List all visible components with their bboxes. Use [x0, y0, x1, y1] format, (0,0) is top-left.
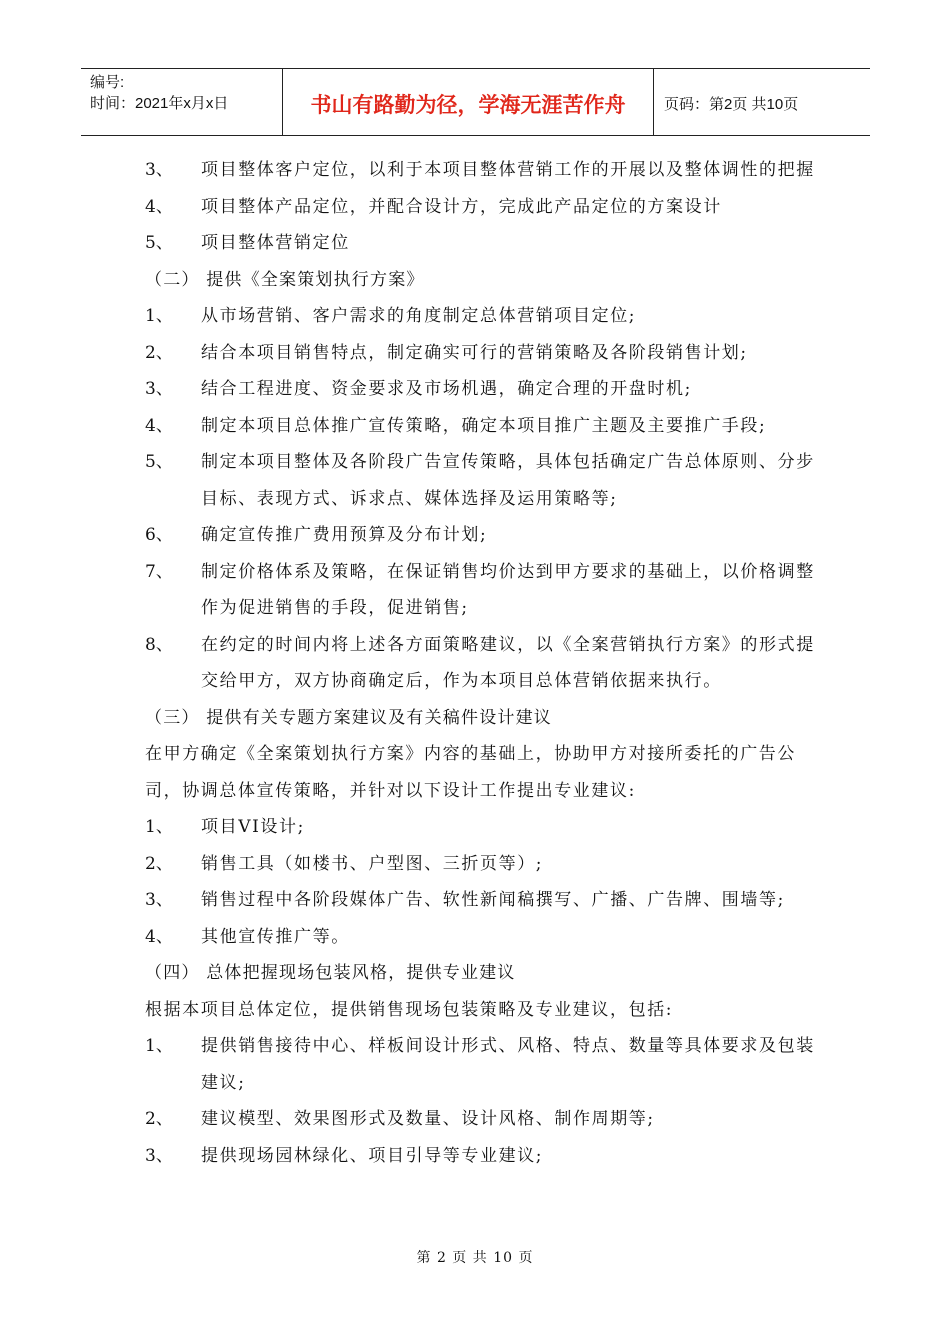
list-item-text: 其他宣传推广等。: [201, 926, 350, 947]
list-item-number: 7、: [145, 561, 173, 582]
header-page-info: 页码：第2页 共10页: [664, 95, 799, 113]
list-item-number: 6、: [145, 525, 173, 545]
date-label: 时间：2021年x月x日: [90, 95, 229, 112]
list-item-text: 结合本项目销售特点，制定确实可行的营销策略及各阶段销售计划;: [201, 342, 748, 363]
list-item-text: 从市场营销、客户需求的角度制定总体营销项目定位;: [201, 306, 637, 326]
list-item-number: 3、: [145, 379, 173, 399]
paragraph: 根据本项目总体定位，提供销售现场包装策略及专业建议，包括:: [145, 999, 674, 1020]
list-item-number: 2、: [145, 853, 173, 874]
header-motto: 书山有路勤为径，学海无涯苦作舟: [283, 69, 654, 135]
list-item: [145, 371, 815, 408]
list-item-text: 确定宣传推广费用预算及分布计划;: [201, 525, 488, 545]
list-item: [145, 444, 815, 517]
list-item-number: 4、: [145, 415, 173, 436]
list-item-text: 建议模型、效果图形式及数量、设计风格、制作周期等;: [201, 1109, 655, 1129]
list-item-number: 2、: [145, 342, 173, 363]
section-heading: （四） 总体把握现场包装风格，提供专业建议: [145, 963, 516, 983]
list-item-number: 1、: [145, 1036, 173, 1056]
list-item: [145, 846, 815, 883]
list-item-text: 项目整体客户定位，以利于本项目整体营销工作的开展以及整体调性的把握: [201, 160, 815, 180]
list-item: [145, 1101, 815, 1138]
list-item-text: 制定本项目总体推广宣传策略，确定本项目推广主题及主要推广手段;: [201, 415, 767, 436]
list-item-number: 5、: [145, 452, 173, 472]
list-item: [145, 225, 815, 262]
list-item-text: 项目整体营销定位: [201, 233, 350, 253]
list-item-number: 8、: [145, 634, 173, 655]
list-item-text: 销售工具（如楼书、户型图、三折页等）;: [201, 853, 544, 874]
list-item-number: 1、: [145, 817, 173, 837]
section-heading: （二） 提供《全案策划执行方案》: [145, 269, 425, 290]
list-item-text: 在约定的时间内将上述各方面策略建议，以《全案营销执行方案》的形式提交给甲方，双方协商确定后，作为本项目总体营销依据来执行。: [201, 634, 815, 691]
list-item-number: 3、: [145, 1145, 173, 1166]
list-item: [145, 1138, 815, 1175]
list-item: [145, 809, 815, 846]
list-item-text: 制定价格体系及策略，在保证销售均价达到甲方要求的基础上，以价格调整作为促进销售的手段，促进销售;: [201, 561, 815, 618]
code-label: 编号:: [90, 74, 125, 91]
page-header: [81, 68, 870, 136]
header-meta-cell: [81, 69, 283, 135]
list-item: [145, 627, 815, 700]
list-item-number: 1、: [145, 306, 173, 326]
list-item-number: 5、: [145, 233, 173, 253]
list-item-text: 提供现场园林绿化、项目引导等专业建议;: [201, 1145, 544, 1166]
list-item: [145, 554, 815, 627]
list-item: [145, 1028, 815, 1101]
list-item-text: 销售过程中各阶段媒体广告、软性新闻稿撰写、广播、广告牌、围墙等;: [201, 890, 785, 910]
list-item-text: 项目整体产品定位，并配合设计方，完成此产品定位的方案设计: [201, 196, 722, 217]
page-footer: 第 2 页 共 10 页: [416, 1250, 534, 1266]
list-item: [145, 919, 815, 956]
section-heading: （三） 提供有关专题方案建议及有关稿件设计建议: [145, 707, 553, 728]
list-item-number: 3、: [145, 160, 173, 180]
list-item: [145, 408, 815, 445]
list-item-number: 2、: [145, 1109, 173, 1129]
list-item-text: 制定本项目整体及各阶段广告宣传策略，具体包括确定广告总体原则、分步目标、表现方式、诉求点、媒体选择及运用策略等;: [201, 452, 815, 509]
list-item: [145, 298, 815, 335]
list-item-number: 3、: [145, 890, 173, 910]
list-item-number: 4、: [145, 926, 173, 947]
list-item: [145, 882, 815, 919]
list-item: [145, 335, 815, 372]
list-item: [145, 189, 815, 226]
paragraph: 在甲方确定《全案策划执行方案》内容的基础上，协助甲方对接所委托的广告公司，协调总体宣传策略，并针对以下设计工作提出专业建议:: [145, 744, 796, 801]
list-item-text: 项目VI设计;: [201, 817, 305, 837]
list-item-text: 提供销售接待中心、样板间设计形式、风格、特点、数量等具体要求及包装建议;: [201, 1036, 815, 1093]
list-item-number: 4、: [145, 196, 173, 217]
list-item-text: 结合工程进度、资金要求及市场机遇，确定合理的开盘时机;: [201, 379, 692, 399]
list-item: [145, 152, 815, 189]
list-item: [145, 517, 815, 554]
document-body: [145, 152, 815, 1174]
